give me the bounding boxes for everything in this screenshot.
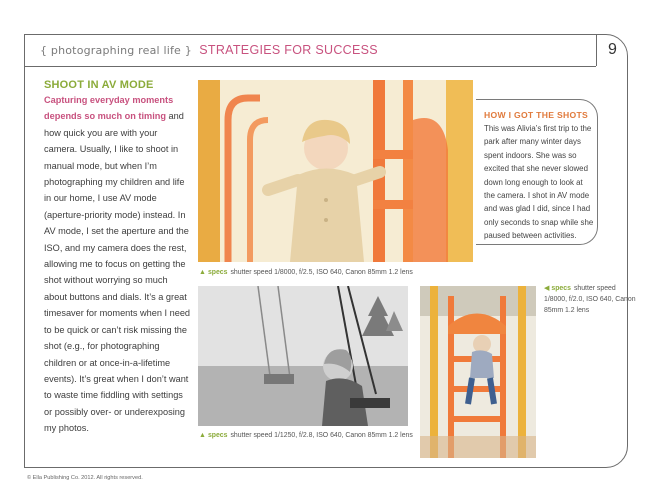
series-title: { photographing real life } xyxy=(40,44,192,57)
caption-label: specs xyxy=(207,269,228,276)
caption-marker-icon: ◀ xyxy=(544,285,550,292)
chapter-title: STRATEGIES FOR SUCCESS xyxy=(199,43,378,57)
caption-text: shutter speed 1/1250, f/2.8, ISO 640, Canon 85mm 1.2 lens xyxy=(230,432,413,439)
caption-marker-icon: ▲ xyxy=(199,269,206,276)
caption-label: specs xyxy=(207,432,228,439)
photo-girl-climbing xyxy=(420,286,536,458)
photo-caption-3 xyxy=(544,283,636,316)
running-header xyxy=(40,43,378,57)
photo-girl-on-swing xyxy=(198,286,408,426)
climbing-photo-illustration xyxy=(420,286,536,458)
photo-girl-on-playground xyxy=(198,80,473,262)
caption-text: shutter speed 1/8000, f/2.0, ISO 640, Canon 85mm 1.2 lens xyxy=(544,285,636,314)
playground-photo-illustration xyxy=(198,80,473,262)
sidebar-title: HOW I GOT THE SHOTS xyxy=(484,110,589,120)
section-title: SHOOT IN AV MODE xyxy=(44,79,154,91)
caption-label: specs xyxy=(551,285,571,292)
copyright-footer: © Ella Publishing Co. 2012. All rights reserved. xyxy=(27,475,143,481)
swing-photo-illustration xyxy=(198,286,408,426)
caption-text: shutter speed 1/8000, f/2.5, ISO 640, Canon 85mm 1.2 lens xyxy=(230,269,413,276)
header-divider xyxy=(24,66,596,67)
photo-caption-2 xyxy=(199,430,413,441)
caption-marker-icon: ▲ xyxy=(199,432,206,439)
body-paragraph xyxy=(44,92,192,437)
photo-caption-1 xyxy=(199,267,413,278)
lead-text: Capturing everyday moments depends so much on timing xyxy=(44,95,174,122)
page-number: 9 xyxy=(596,34,628,66)
body-text: and how quick you are with your camera. Usually, I like to shoot in manual mode, but when I’m photographing my children and life in our home, I use AV mode (aperture-priority mode) instead. In AV mode, I set the aperture and the ISO, and my camera does the rest, allowing me to focus on getting the shot without worrying so much about buttons and dials. It’s a great timesaver for moments when I need to be quick or can’t risk missing the shot (e.g., for photographing children or at once-in-a-lifetime events). It’s great when I don’t want to waste time fiddling with settings or possibly over- or underexposing my photos. xyxy=(44,111,191,434)
sidebar-text: This was Alivia’s first trip to the park after many winter days spent indoors. She was so excited that she never slowed down long enough to look at the camera. I shot in AV mode and was glad I did, since I had only seconds to snap while she paused between activities. xyxy=(484,124,594,241)
